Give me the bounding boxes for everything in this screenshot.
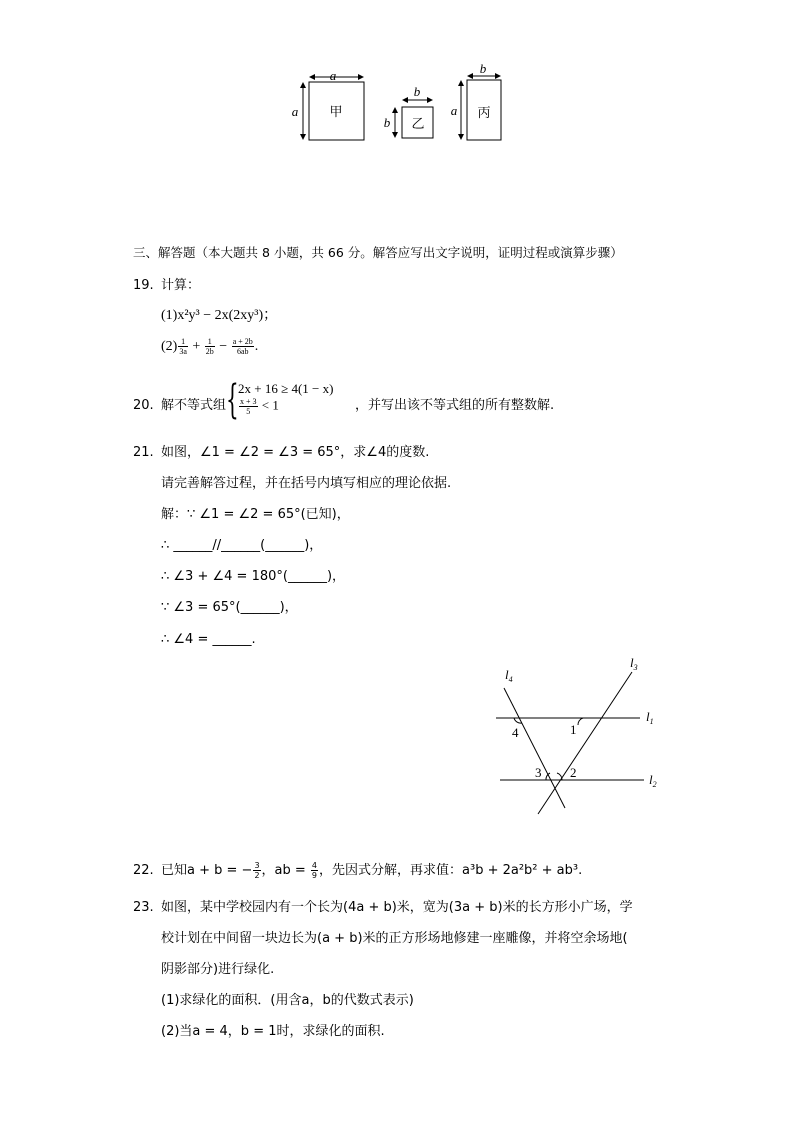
q20-lt: < 1 xyxy=(261,397,279,413)
q23-number: 23. xyxy=(133,900,154,915)
q21-number: 21. xyxy=(133,445,154,460)
q20-ineq1: 2x + 16 ≥ 4(1 − x) xyxy=(238,381,334,396)
line-l4 xyxy=(504,688,565,808)
q21-stem: 如图，∠1 = ∠2 = ∠3 = 65°，求∠4的度数. xyxy=(161,445,430,460)
section-title: 三、解答题（本大题共 8 小题，共 66 分。解答应写出文字说明，证明过程或演算步骤） xyxy=(133,245,623,260)
label-angle-4: 4 xyxy=(512,725,519,740)
squares-figure xyxy=(288,60,518,150)
q20-prefix: 解不等式组 xyxy=(161,398,227,413)
q22-number: 22. xyxy=(133,863,154,878)
q19-minus: − xyxy=(219,339,228,354)
label-l3: $l_3$ xyxy=(630,655,638,672)
q23-line1: 如图，某中学校园内有一个长为(4a + b)米，宽为(3a + b)米的长方形小广场，学 xyxy=(161,900,633,915)
q20-number: 20. xyxy=(133,398,154,413)
q23-line3: 阴影部分)进行绿化. xyxy=(161,962,275,977)
q20-suffix: ，并写出该不等式组的所有整数解. xyxy=(355,398,555,413)
q22-frac1: $\frac{3}{2}$ xyxy=(254,861,260,880)
q23-part1: (1)求绿化的面积．(用含a，b的代数式表示) xyxy=(161,993,414,1008)
q21-step1: 解：∵ ∠1 = ∠2 = 65°(已知)， xyxy=(161,507,350,522)
q23-line2: 校计划在中间留一块边长为(a + b)米的正方形场地修建一座雕像，并将空余场地( xyxy=(161,931,628,946)
label-b-top2: b xyxy=(479,61,487,76)
q19-part2 xyxy=(161,337,258,357)
q20-brace: { xyxy=(226,377,239,423)
label-angle-3: 3 xyxy=(535,765,542,780)
q20-ineq2 xyxy=(238,397,279,416)
q19-frac1: $\frac{1}{3a}$ xyxy=(179,337,187,357)
q19-number: 19. xyxy=(133,278,154,293)
q19-frac2: $\frac{1}{2b}$ xyxy=(205,337,214,357)
label-a-side2: a xyxy=(450,103,458,118)
label-a-top: a xyxy=(329,68,337,83)
q21-step2: ∴ ______//______(______)， xyxy=(161,538,323,553)
q19-stem: 计算： xyxy=(161,278,201,293)
q23-part2: (2)当a = 4，b = 1时，求绿化的面积. xyxy=(161,1024,385,1039)
line-l3 xyxy=(538,672,632,814)
q21-step3: ∴ ∠3 + ∠4 = 180°(______)， xyxy=(161,569,346,584)
q19-end: . xyxy=(254,339,259,354)
label-l2: $l_2$ xyxy=(649,772,657,789)
q22-pre: 已知a + b = − xyxy=(161,863,253,878)
label-bing: 丙 xyxy=(477,106,491,121)
q22-body xyxy=(161,861,582,881)
q22-post: ，先因式分解，再求值：a³b + 2a²b² + ab³. xyxy=(319,863,583,878)
label-a-side: a xyxy=(291,104,299,119)
q19-part1: (1)x²y³ − 2x(2xy³)； xyxy=(161,308,278,323)
arc-angle-1 xyxy=(578,718,583,725)
q19-frac3: $\frac{a + 2b}{6ab}$ xyxy=(232,337,253,357)
q19-plus: + xyxy=(192,339,201,354)
q22-mid: ，ab = xyxy=(261,863,310,878)
q22-frac2: $\frac{4}{9}$ xyxy=(311,861,318,880)
label-yi: 乙 xyxy=(411,117,425,132)
label-angle-1: 1 xyxy=(570,722,577,737)
q20-frac: $\frac{x + 3}{5}$ xyxy=(240,397,257,416)
label-angle-2: 2 xyxy=(570,765,577,780)
label-jia: 甲 xyxy=(329,105,343,120)
label-b-top: b xyxy=(413,84,421,99)
q19-p2-prefix: (2) xyxy=(161,339,178,354)
parallel-lines-figure xyxy=(490,652,670,822)
label-l1: $l_1$ xyxy=(646,709,654,726)
label-b-side: b xyxy=(383,115,391,130)
q21-step5: ∴ ∠4 = ______. xyxy=(161,632,256,647)
q21-step4: ∵ ∠3 = 65°(______)， xyxy=(161,600,298,615)
q21-instruction: 请完善解答过程，并在括号内填写相应的理论依据. xyxy=(161,476,452,491)
label-l4: $l_4$ xyxy=(505,667,513,684)
